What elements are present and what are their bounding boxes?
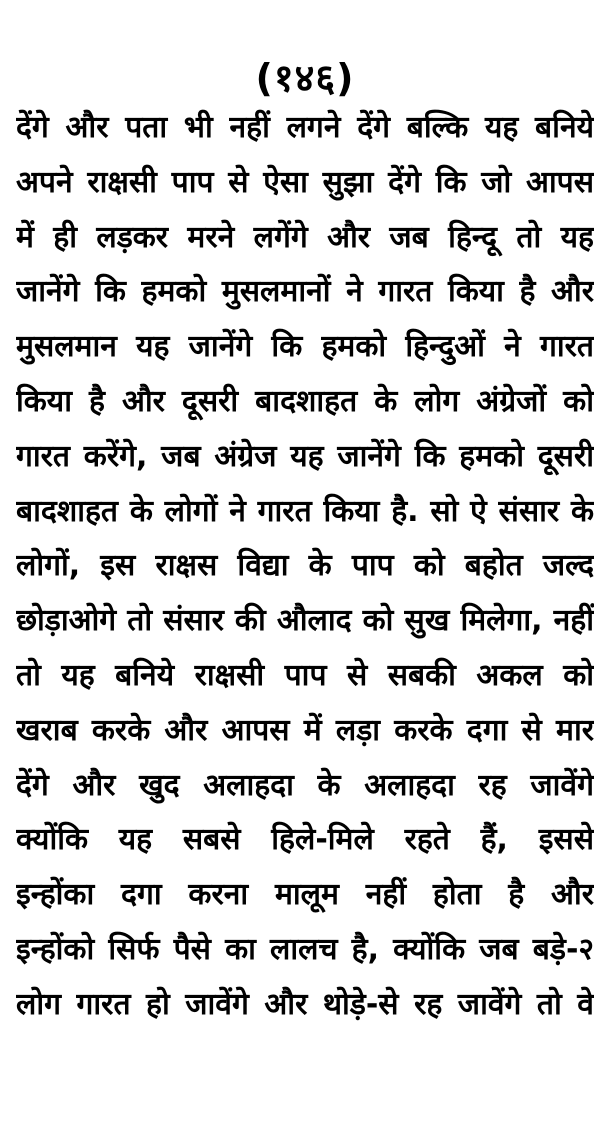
text-line-11: तो यह बनिये राक्षसी पाप से सबकी अकल को bbox=[16, 657, 594, 693]
text-line-16: इन्होंको सिर्फ पैसे का लालच है, क्योंकि जब बड़े-२ bbox=[16, 931, 594, 967]
text-line-10: छोड़ाओगे तो संसार की औलाद को सुख मिलेगा, नहीं bbox=[16, 603, 594, 639]
text-line-2: अपने राक्षसी पाप से ऐसा सुझा देंगे कि जो आपस bbox=[16, 164, 594, 200]
text-line-14: क्योंकि यह सबसे हिले-मिले रहते हैं, इससे bbox=[16, 822, 594, 858]
page-body-text bbox=[16, 101, 594, 1033]
text-line-3: में ही लड़कर मरने लगेंगे और जब हिन्दू तो यह bbox=[16, 219, 594, 255]
text-line-5: मुसलमान यह जानेंगे कि हमको हिन्दुओं ने गारत bbox=[16, 329, 594, 365]
text-line-15: इन्होंका दगा करना मालूम नहीं होता है और bbox=[16, 877, 594, 913]
text-line-12: खराब करके और आपस में लड़ा करके दगा से मार bbox=[16, 712, 594, 748]
text-line-13: देंगे और खुद अलाहदा के अलाहदा रह जावेंगे bbox=[16, 767, 594, 803]
text-line-1: देंगे और पता भी नहीं लगने देंगे बल्कि यह बनिये bbox=[16, 110, 594, 145]
text-line-9: लोगों, इस राक्षस विद्या के पाप को बहोत जल्द bbox=[16, 548, 594, 584]
text-line-8: बादशाहत के लोगों ने गारत किया है. सो ऐ संसार के bbox=[16, 493, 594, 529]
page-number: (१४६) bbox=[255, 56, 355, 100]
text-line-4: जानेंगे कि हमको मुसलमानों ने गारत किया है और bbox=[16, 274, 594, 310]
text-line-7: गारत करेंगे, जब अंग्रेज यह जानेंगे कि हमको दूसरी bbox=[16, 438, 594, 474]
text-line-6: किया है और दूसरी बादशाहत के लोग अंग्रेजों को bbox=[16, 383, 594, 419]
text-line-17: लोग गारत हो जावेंगे और थोड़े-से रह जावेंगे तो वे bbox=[16, 986, 594, 1022]
